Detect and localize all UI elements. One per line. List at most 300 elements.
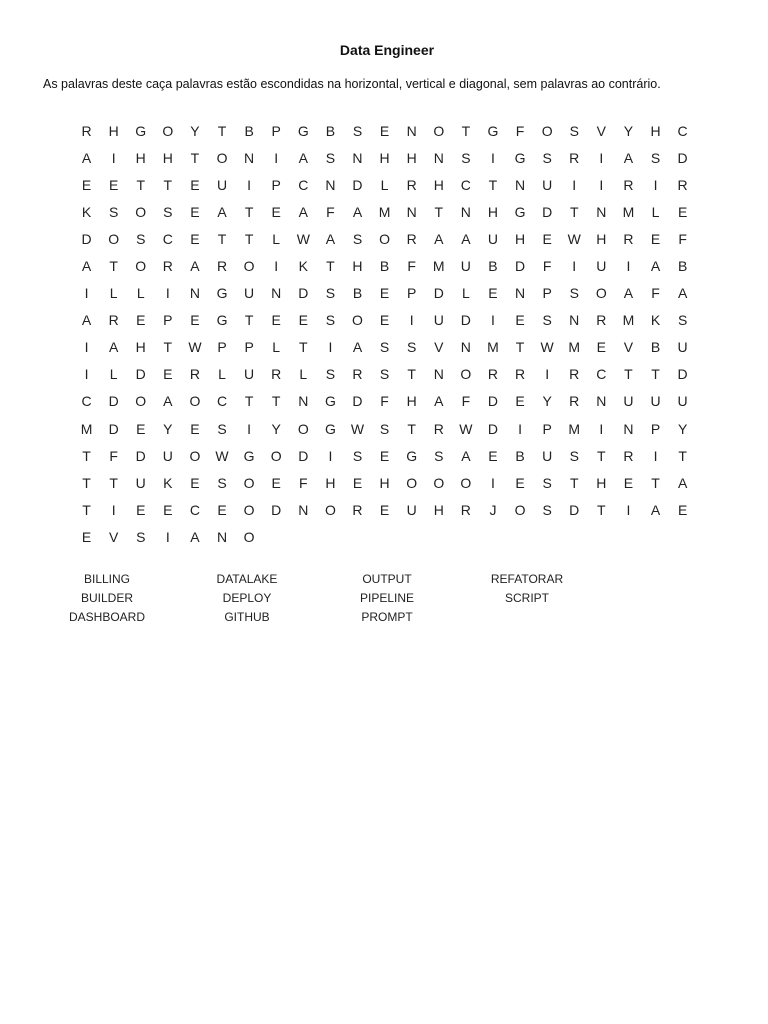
grid-letter[interactable]: D: [460, 312, 471, 329]
grid-letter[interactable]: R: [406, 176, 417, 193]
grid-letter[interactable]: L: [272, 339, 281, 356]
grid-letter[interactable]: C: [460, 176, 471, 193]
grid-letter[interactable]: S: [542, 474, 552, 491]
grid-letter[interactable]: O: [514, 501, 526, 518]
grid-letter[interactable]: E: [650, 230, 661, 247]
grid-letter[interactable]: C: [596, 366, 607, 383]
grid-letter[interactable]: N: [569, 312, 580, 329]
grid-letter[interactable]: E: [163, 366, 173, 383]
grid-letter[interactable]: F: [542, 258, 552, 275]
grid-letter[interactable]: D: [542, 203, 553, 220]
grid-letter[interactable]: C: [189, 501, 200, 518]
grid-letter[interactable]: I: [111, 501, 116, 518]
grid-letter[interactable]: T: [244, 312, 254, 329]
grid-letter[interactable]: M: [622, 203, 635, 220]
grid-letter[interactable]: E: [379, 501, 390, 518]
grid-letter[interactable]: I: [626, 501, 631, 518]
grid-letter[interactable]: T: [82, 447, 91, 464]
grid-letter[interactable]: E: [515, 393, 525, 410]
grid-letter[interactable]: F: [678, 230, 687, 247]
grid-letter[interactable]: T: [244, 230, 254, 247]
grid-letter[interactable]: N: [244, 149, 255, 166]
grid-letter[interactable]: V: [434, 339, 444, 356]
grid-letter[interactable]: O: [352, 312, 363, 329]
grid-letter[interactable]: U: [542, 447, 553, 464]
grid-letter[interactable]: A: [298, 203, 308, 220]
grid-letter[interactable]: R: [352, 366, 363, 383]
grid-letter[interactable]: E: [677, 203, 688, 220]
grid-letter[interactable]: T: [434, 203, 444, 220]
grid-letter[interactable]: F: [326, 203, 335, 220]
grid-letter[interactable]: P: [650, 420, 661, 437]
grid-letter[interactable]: P: [407, 285, 417, 302]
grid-letter[interactable]: Y: [677, 420, 688, 437]
grid-letter[interactable]: R: [569, 393, 580, 410]
grid-letter[interactable]: T: [109, 258, 118, 275]
grid-letter[interactable]: I: [545, 366, 550, 383]
grid-letter[interactable]: A: [461, 230, 471, 247]
grid-letter[interactable]: R: [487, 366, 499, 383]
grid-letter[interactable]: S: [569, 122, 579, 139]
grid-letter[interactable]: E: [271, 203, 281, 220]
grid-letter[interactable]: H: [379, 474, 390, 491]
grid-letter[interactable]: H: [487, 203, 499, 220]
grid-letter[interactable]: I: [328, 339, 333, 356]
grid-letter[interactable]: N: [298, 501, 309, 518]
grid-letter[interactable]: F: [109, 447, 118, 464]
grid-letter[interactable]: K: [298, 258, 308, 275]
grid-letter[interactable]: G: [243, 447, 255, 464]
grid-letter[interactable]: L: [380, 176, 389, 193]
grid-letter[interactable]: G: [324, 393, 336, 410]
grid-letter[interactable]: R: [569, 366, 580, 383]
grid-letter[interactable]: A: [650, 258, 661, 275]
grid-letter[interactable]: T: [244, 203, 254, 220]
grid-letter[interactable]: E: [190, 176, 200, 193]
grid-letter[interactable]: S: [108, 203, 119, 220]
grid-letter[interactable]: A: [81, 312, 92, 329]
grid-letter[interactable]: W: [567, 230, 581, 247]
grid-letter[interactable]: F: [299, 474, 308, 491]
grid-letter[interactable]: G: [135, 122, 147, 139]
grid-letter[interactable]: T: [569, 474, 579, 491]
grid-letter[interactable]: K: [81, 203, 92, 220]
grid-letter[interactable]: A: [434, 393, 444, 410]
grid-letter[interactable]: T: [299, 339, 308, 356]
grid-letter[interactable]: J: [489, 501, 497, 518]
grid-letter[interactable]: N: [460, 339, 471, 356]
grid-letter[interactable]: U: [135, 474, 146, 491]
grid-letter[interactable]: O: [379, 230, 391, 247]
grid-letter[interactable]: U: [244, 366, 255, 383]
grid-letter[interactable]: I: [653, 176, 658, 193]
grid-letter[interactable]: S: [379, 420, 390, 437]
grid-letter[interactable]: O: [189, 393, 201, 410]
grid-letter[interactable]: M: [487, 339, 499, 356]
grid-letter[interactable]: O: [406, 474, 418, 491]
grid-letter[interactable]: A: [677, 285, 688, 302]
grid-letter[interactable]: E: [190, 420, 200, 437]
grid-letter[interactable]: L: [651, 203, 660, 220]
grid-letter[interactable]: R: [352, 501, 363, 518]
grid-letter[interactable]: V: [108, 528, 119, 545]
grid-letter[interactable]: I: [599, 176, 604, 193]
grid-letter[interactable]: I: [409, 312, 414, 329]
grid-letter[interactable]: L: [109, 366, 118, 383]
grid-letter[interactable]: L: [272, 230, 281, 247]
grid-letter[interactable]: A: [325, 230, 336, 247]
grid-letter[interactable]: W: [296, 230, 310, 247]
grid-letter[interactable]: C: [81, 393, 92, 410]
grid-letter[interactable]: E: [379, 447, 390, 464]
grid-letter[interactable]: T: [82, 474, 91, 491]
grid-letter[interactable]: W: [188, 339, 202, 356]
grid-letter[interactable]: I: [84, 285, 89, 302]
grid-letter[interactable]: T: [217, 122, 227, 139]
grid-letter[interactable]: R: [677, 176, 688, 193]
grid-letter[interactable]: G: [324, 420, 336, 437]
grid-letter[interactable]: O: [433, 474, 445, 491]
grid-letter[interactable]: S: [136, 528, 146, 545]
grid-letter[interactable]: R: [162, 258, 173, 275]
grid-letter[interactable]: E: [298, 312, 308, 329]
grid-letter[interactable]: C: [677, 122, 688, 139]
grid-letter[interactable]: A: [623, 149, 634, 166]
grid-letter[interactable]: N: [433, 149, 444, 166]
grid-letter[interactable]: O: [460, 474, 472, 491]
grid-letter[interactable]: E: [677, 501, 688, 518]
grid-letter[interactable]: K: [163, 474, 173, 491]
grid-letter[interactable]: I: [518, 420, 522, 437]
grid-letter[interactable]: A: [623, 285, 634, 302]
grid-letter[interactable]: I: [491, 312, 495, 329]
grid-letter[interactable]: A: [434, 230, 444, 247]
grid-letter[interactable]: S: [569, 447, 579, 464]
grid-letter[interactable]: I: [491, 149, 495, 166]
grid-letter[interactable]: I: [84, 339, 89, 356]
grid-letter[interactable]: T: [244, 393, 254, 410]
grid-letter[interactable]: R: [569, 149, 580, 166]
grid-letter[interactable]: L: [299, 366, 308, 383]
grid-letter[interactable]: Y: [623, 122, 634, 139]
grid-letter[interactable]: G: [514, 149, 526, 166]
grid-letter[interactable]: O: [460, 366, 472, 383]
grid-letter[interactable]: B: [488, 258, 498, 275]
grid-letter[interactable]: H: [379, 149, 390, 166]
grid-letter[interactable]: D: [81, 230, 92, 247]
grid-letter[interactable]: R: [108, 312, 119, 329]
grid-letter[interactable]: N: [514, 285, 526, 302]
grid-letter[interactable]: N: [596, 393, 607, 410]
grid-letter[interactable]: E: [108, 176, 119, 193]
grid-letter[interactable]: O: [216, 149, 228, 166]
grid-letter[interactable]: U: [162, 447, 173, 464]
grid-letter[interactable]: N: [352, 149, 363, 166]
grid-letter[interactable]: S: [677, 312, 688, 329]
grid-letter[interactable]: M: [80, 420, 93, 437]
grid-letter[interactable]: I: [653, 447, 658, 464]
grid-letter[interactable]: N: [216, 528, 228, 545]
grid-letter[interactable]: A: [650, 501, 661, 518]
grid-letter[interactable]: A: [81, 258, 92, 275]
grid-letter[interactable]: N: [460, 203, 471, 220]
grid-letter[interactable]: H: [352, 258, 363, 275]
grid-letter[interactable]: S: [325, 366, 336, 383]
grid-letter[interactable]: E: [271, 474, 281, 491]
grid-letter[interactable]: U: [487, 230, 499, 247]
grid-letter[interactable]: Y: [163, 420, 173, 437]
grid-letter[interactable]: N: [596, 203, 607, 220]
grid-letter[interactable]: T: [597, 447, 606, 464]
grid-letter[interactable]: T: [488, 176, 498, 193]
grid-letter[interactable]: D: [298, 447, 309, 464]
grid-letter[interactable]: R: [596, 312, 607, 329]
grid-letter[interactable]: O: [135, 258, 147, 275]
grid-letter[interactable]: D: [108, 393, 119, 410]
grid-letter[interactable]: T: [624, 366, 633, 383]
grid-letter[interactable]: R: [623, 176, 634, 193]
grid-letter[interactable]: S: [325, 312, 336, 329]
grid-letter[interactable]: P: [542, 285, 552, 302]
grid-letter[interactable]: E: [136, 420, 146, 437]
grid-letter[interactable]: H: [406, 149, 417, 166]
grid-letter[interactable]: H: [135, 339, 146, 356]
grid-letter[interactable]: N: [271, 285, 282, 302]
grid-letter[interactable]: S: [136, 230, 146, 247]
grid-letter[interactable]: O: [162, 122, 174, 139]
grid-letter[interactable]: O: [135, 393, 147, 410]
grid-letter[interactable]: S: [542, 312, 552, 329]
grid-letter[interactable]: S: [542, 501, 552, 518]
grid-letter[interactable]: R: [433, 420, 444, 437]
grid-letter[interactable]: D: [135, 447, 146, 464]
grid-letter[interactable]: U: [216, 176, 228, 193]
grid-letter[interactable]: A: [163, 393, 173, 410]
grid-letter[interactable]: D: [271, 501, 282, 518]
grid-letter[interactable]: S: [407, 339, 417, 356]
grid-letter[interactable]: A: [81, 149, 92, 166]
grid-letter[interactable]: G: [297, 122, 309, 139]
grid-letter[interactable]: T: [136, 176, 146, 193]
grid-letter[interactable]: E: [190, 312, 200, 329]
grid-letter[interactable]: E: [190, 474, 200, 491]
grid-letter[interactable]: A: [217, 203, 227, 220]
grid-letter[interactable]: G: [487, 122, 499, 139]
grid-letter[interactable]: M: [568, 339, 581, 356]
grid-letter[interactable]: D: [569, 501, 580, 518]
grid-letter[interactable]: O: [108, 230, 120, 247]
grid-letter[interactable]: I: [247, 176, 252, 193]
grid-letter[interactable]: L: [218, 366, 226, 383]
grid-letter[interactable]: T: [326, 258, 335, 275]
grid-letter[interactable]: B: [677, 258, 688, 275]
grid-letter[interactable]: U: [677, 339, 688, 356]
grid-letter[interactable]: O: [433, 122, 445, 139]
grid-letter[interactable]: O: [243, 474, 255, 491]
grid-letter[interactable]: H: [135, 149, 146, 166]
grid-letter[interactable]: E: [190, 230, 200, 247]
grid-letter[interactable]: S: [325, 149, 336, 166]
grid-letter[interactable]: T: [407, 420, 416, 437]
grid-letter[interactable]: T: [217, 230, 227, 247]
grid-letter[interactable]: D: [352, 393, 363, 410]
grid-letter[interactable]: E: [190, 203, 200, 220]
grid-letter[interactable]: G: [514, 203, 526, 220]
grid-letter[interactable]: E: [515, 474, 525, 491]
grid-letter[interactable]: E: [379, 122, 390, 139]
grid-letter[interactable]: H: [433, 501, 444, 518]
grid-letter[interactable]: I: [165, 528, 170, 545]
grid-letter[interactable]: R: [81, 122, 92, 139]
grid-letter[interactable]: P: [217, 339, 227, 356]
grid-letter[interactable]: N: [406, 122, 417, 139]
grid-letter[interactable]: M: [378, 203, 391, 220]
grid-letter[interactable]: T: [163, 176, 173, 193]
grid-letter[interactable]: O: [270, 447, 282, 464]
grid-letter[interactable]: A: [298, 149, 308, 166]
grid-letter[interactable]: I: [626, 258, 631, 275]
grid-letter[interactable]: E: [488, 447, 498, 464]
grid-letter[interactable]: G: [216, 285, 228, 302]
grid-letter[interactable]: H: [433, 176, 444, 193]
grid-letter[interactable]: O: [243, 528, 255, 545]
grid-letter[interactable]: E: [542, 230, 552, 247]
grid-letter[interactable]: E: [515, 312, 525, 329]
grid-letter[interactable]: D: [677, 149, 688, 166]
grid-letter[interactable]: F: [380, 393, 389, 410]
grid-letter[interactable]: I: [274, 258, 279, 275]
grid-letter[interactable]: W: [459, 420, 473, 437]
grid-letter[interactable]: I: [328, 447, 333, 464]
grid-letter[interactable]: W: [215, 447, 229, 464]
grid-letter[interactable]: V: [596, 122, 606, 139]
grid-letter[interactable]: N: [514, 176, 526, 193]
grid-letter[interactable]: H: [162, 149, 173, 166]
grid-letter[interactable]: T: [515, 339, 525, 356]
grid-letter[interactable]: A: [190, 528, 200, 545]
grid-letter[interactable]: N: [623, 420, 634, 437]
grid-letter[interactable]: U: [460, 258, 471, 275]
grid-letter[interactable]: D: [677, 366, 688, 383]
grid-letter[interactable]: H: [596, 230, 607, 247]
grid-letter[interactable]: I: [247, 420, 252, 437]
grid-letter[interactable]: U: [244, 285, 255, 302]
grid-letter[interactable]: Y: [542, 393, 552, 410]
grid-letter[interactable]: A: [190, 258, 200, 275]
grid-letter[interactable]: I: [165, 285, 170, 302]
grid-letter[interactable]: M: [568, 420, 581, 437]
grid-letter[interactable]: E: [136, 501, 146, 518]
grid-letter[interactable]: B: [650, 339, 661, 356]
grid-letter[interactable]: O: [541, 122, 553, 139]
grid-letter[interactable]: F: [515, 122, 525, 139]
grid-letter[interactable]: T: [461, 122, 471, 139]
grid-letter[interactable]: H: [514, 230, 526, 247]
grid-letter[interactable]: T: [597, 501, 606, 518]
grid-letter[interactable]: U: [596, 258, 607, 275]
grid-letter[interactable]: E: [596, 339, 606, 356]
grid-letter[interactable]: R: [623, 230, 634, 247]
grid-letter[interactable]: N: [406, 203, 417, 220]
grid-letter[interactable]: Y: [190, 122, 200, 139]
grid-letter[interactable]: L: [136, 285, 145, 302]
grid-letter[interactable]: S: [352, 230, 363, 247]
grid-letter[interactable]: H: [108, 122, 119, 139]
grid-letter[interactable]: Y: [271, 420, 281, 437]
grid-letter[interactable]: C: [298, 176, 309, 193]
grid-letter[interactable]: D: [514, 258, 526, 275]
grid-letter[interactable]: I: [111, 149, 116, 166]
grid-letter[interactable]: G: [216, 312, 228, 329]
grid-letter[interactable]: O: [595, 285, 607, 302]
grid-letter[interactable]: A: [461, 447, 471, 464]
grid-letter[interactable]: D: [298, 285, 309, 302]
grid-letter[interactable]: F: [407, 258, 416, 275]
grid-letter[interactable]: R: [460, 501, 471, 518]
grid-letter[interactable]: T: [569, 203, 579, 220]
grid-letter[interactable]: I: [84, 366, 89, 383]
grid-letter[interactable]: R: [216, 258, 228, 275]
grid-letter[interactable]: I: [491, 474, 495, 491]
grid-letter[interactable]: T: [651, 474, 660, 491]
grid-letter[interactable]: B: [515, 447, 525, 464]
grid-letter[interactable]: P: [271, 176, 281, 193]
grid-letter[interactable]: O: [243, 501, 255, 518]
grid-letter[interactable]: T: [109, 474, 118, 491]
grid-letter[interactable]: S: [542, 149, 552, 166]
grid-letter[interactable]: S: [650, 149, 661, 166]
grid-letter[interactable]: O: [297, 420, 309, 437]
grid-letter[interactable]: P: [163, 312, 173, 329]
grid-letter[interactable]: D: [487, 420, 499, 437]
grid-letter[interactable]: T: [271, 393, 281, 410]
grid-letter[interactable]: S: [434, 447, 444, 464]
grid-letter[interactable]: D: [352, 176, 363, 193]
grid-letter[interactable]: H: [325, 474, 336, 491]
grid-letter[interactable]: C: [162, 230, 173, 247]
grid-letter[interactable]: U: [623, 393, 634, 410]
grid-letter[interactable]: S: [352, 447, 363, 464]
grid-letter[interactable]: E: [379, 312, 390, 329]
grid-letter[interactable]: E: [488, 285, 498, 302]
grid-letter[interactable]: E: [163, 501, 173, 518]
grid-letter[interactable]: R: [623, 447, 634, 464]
grid-letter[interactable]: B: [244, 122, 254, 139]
grid-letter[interactable]: T: [651, 366, 660, 383]
grid-letter[interactable]: B: [352, 285, 363, 302]
grid-letter[interactable]: S: [352, 122, 363, 139]
grid-letter[interactable]: K: [650, 312, 661, 329]
grid-letter[interactable]: B: [325, 122, 336, 139]
grid-letter[interactable]: E: [352, 474, 363, 491]
grid-letter[interactable]: A: [352, 339, 363, 356]
grid-letter[interactable]: N: [325, 176, 336, 193]
grid-letter[interactable]: E: [271, 312, 281, 329]
grid-letter[interactable]: L: [461, 285, 470, 302]
grid-letter[interactable]: P: [244, 339, 254, 356]
grid-letter[interactable]: I: [274, 149, 279, 166]
grid-letter[interactable]: U: [406, 501, 417, 518]
grid-letter[interactable]: I: [599, 420, 604, 437]
grid-letter[interactable]: G: [406, 447, 418, 464]
grid-letter[interactable]: S: [217, 474, 227, 491]
grid-letter[interactable]: S: [379, 339, 390, 356]
grid-letter[interactable]: S: [217, 420, 227, 437]
grid-letter[interactable]: S: [461, 149, 471, 166]
grid-letter[interactable]: E: [379, 285, 390, 302]
grid-letter[interactable]: A: [677, 474, 688, 491]
grid-letter[interactable]: I: [599, 149, 604, 166]
